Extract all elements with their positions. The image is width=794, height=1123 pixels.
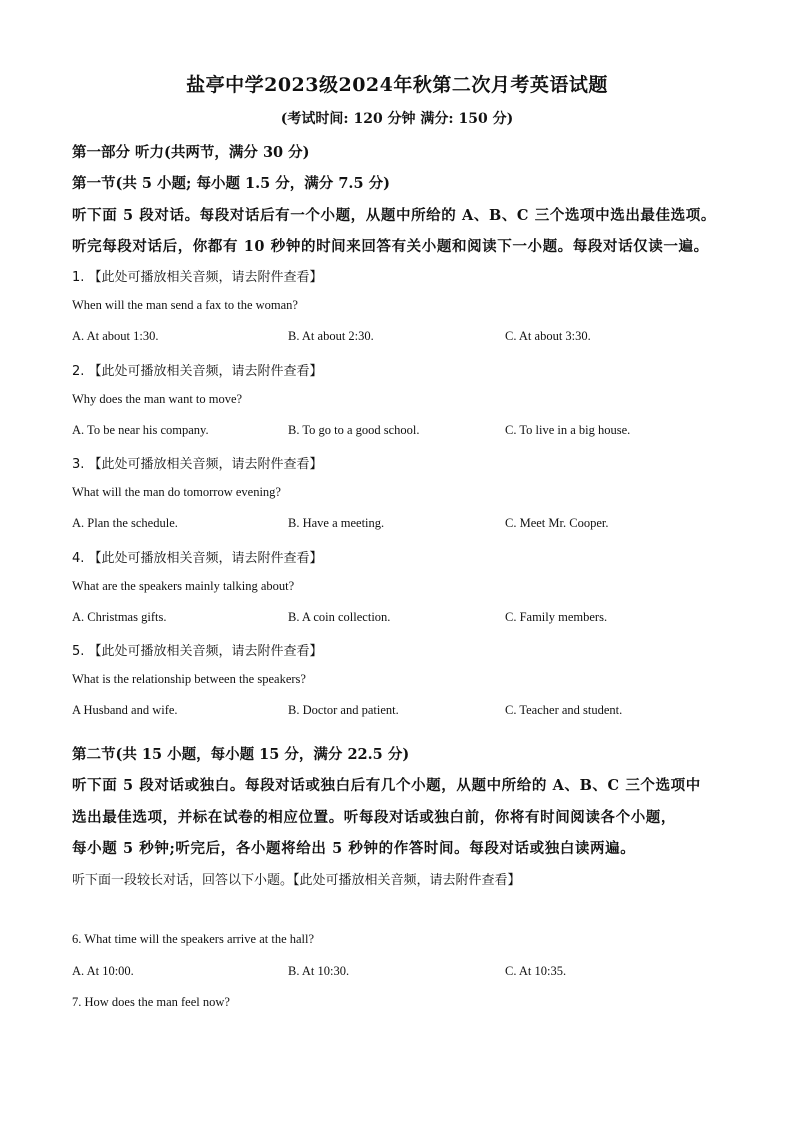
option-c: C. At 10:35. [505, 964, 567, 978]
option-a: A. At about 1:30. [72, 329, 159, 343]
option-c: C. At about 3:30. [505, 329, 591, 343]
section2-instruction-line: 选出最佳选项，并标在试卷的相应位置。听每段对话或独白前，你将有时间阅读各个小题， [72, 809, 676, 826]
option-a: A Husband and wife. [72, 703, 178, 717]
option-b: B. At 10:30. [288, 964, 350, 978]
part1-heading: 第一部分 听力(共两节，满分 30 分) [72, 144, 310, 161]
audio-placeholder[interactable]: 5. 【此处可播放相关音频，请去附件查看】 [72, 644, 323, 659]
option-c: C. Teacher and student. [505, 703, 623, 717]
option-b: B. To go to a good school. [288, 423, 420, 437]
option-b: B. Doctor and patient. [288, 703, 399, 717]
audio-placeholder[interactable]: 2. 【此处可播放相关音频，请去附件查看】 [72, 364, 323, 379]
section2-heading: 第二节(共 15 小题，每小题 15 分，满分 22.5 分) [72, 746, 410, 763]
section1-instruction-line: 听完每段对话后，你都有 10 秒钟的时间来回答有关小题和阅读下一小题。每段对话仅读一遍。 [72, 238, 709, 255]
section1-heading: 第一节(共 5 小题; 每小题 1.5 分，满分 7.5 分) [72, 175, 390, 192]
audio-placeholder[interactable]: 听下面一段较长对话，回答以下小题。【此处可播放相关音频，请去附件查看】 [72, 873, 521, 888]
question-text: When will the man send a fax to the woman? [72, 298, 298, 312]
audio-placeholder[interactable]: 3. 【此处可播放相关音频，请去附件查看】 [72, 457, 323, 472]
question-text: What will the man do tomorrow evening? [72, 485, 281, 499]
section2-instruction-line: 每小题 5 秒钟;听完后，各小题将给出 5 秒钟的作答时间。每段对话或独白读两遍。 [72, 840, 636, 857]
option-c: C. To live in a big house. [505, 423, 631, 437]
option-a: A. To be near his company. [72, 423, 209, 437]
exam-time-info: (考试时间: 120 分钟 满分: 150 分) [280, 111, 514, 127]
option-a: A. Christmas gifts. [72, 610, 167, 624]
audio-placeholder[interactable]: 1. 【此处可播放相关音频，请去附件查看】 [72, 270, 323, 285]
option-a: A. Plan the schedule. [72, 516, 178, 530]
option-b: B. At about 2:30. [288, 329, 374, 343]
question-text: 6. What time will the speakers arrive at the hall? [72, 932, 315, 946]
question-text: What is the relationship between the speakers? [72, 672, 306, 686]
question-text: Why does the man want to move? [72, 392, 243, 406]
section1-instruction-line: 听下面 5 段对话。每段对话后有一个小题，从题中所给的 A、B、C 三个选项中选出最佳选项。 [72, 207, 716, 224]
question-text: 7. How does the man feel now? [72, 995, 230, 1009]
question-text: What are the speakers mainly talking about? [72, 579, 295, 593]
option-c: C. Family members. [505, 610, 608, 624]
audio-placeholder[interactable]: 4. 【此处可播放相关音频，请去附件查看】 [72, 551, 323, 566]
option-a: A. At 10:00. [72, 964, 134, 978]
option-b: B. Have a meeting. [288, 516, 385, 530]
page-title: 盐亭中学2023级2024年秋第二次月考英语试题 [186, 74, 608, 96]
option-b: B. A coin collection. [288, 610, 391, 624]
section2-instruction-line: 听下面 5 段对话或独白。每段对话或独白后有几个小题，从题中所给的 A、B、C 三个选项中 [72, 777, 701, 794]
option-c: C. Meet Mr. Cooper. [505, 516, 609, 530]
